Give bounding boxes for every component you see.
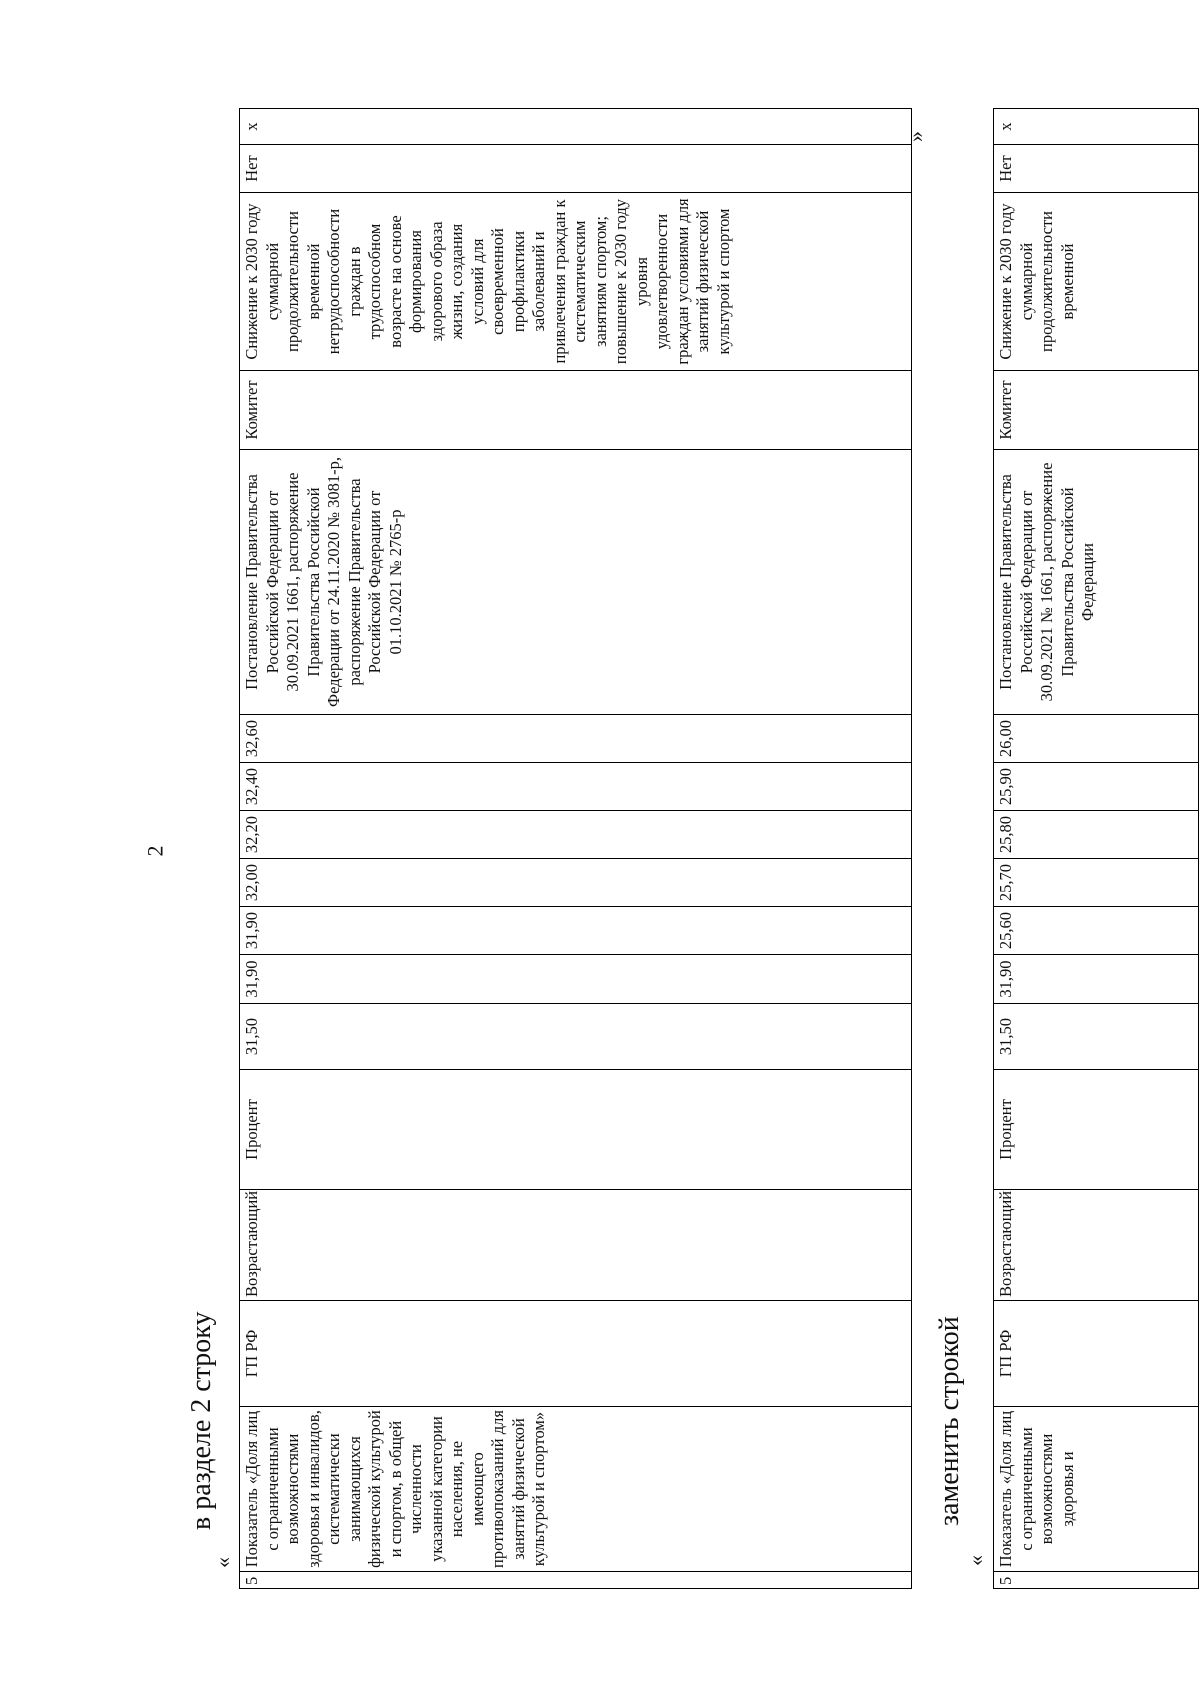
row-number-cell: 5 (240, 1572, 912, 1589)
documents-cell: Постановление Правительства Российской Федерации от 30.09.2021 1661, распоряжение Правительства Российской Федерации от 24.11.2020 № 3081-р, распоряжение Правительства Российской Федерации от 01.10.2021 № 2765-р (240, 450, 912, 715)
program-cell: ГП РФ (994, 1301, 1199, 1407)
replace-heading: заменить строкой (934, 1316, 965, 1526)
value-cell: 26,00 (994, 715, 1199, 763)
table-row (994, 109, 1199, 1589)
indicator-cell: Показатель «Доля лиц с ограниченными возможностями здоровья и инвалидов, систематически занимающихся физической культурой и спортом, в общей численности указанной категории населения, не имеющего противопоказаний для занятий физической культурой и спортом» (240, 1407, 912, 1572)
mark-cell: х (994, 109, 1199, 145)
table-row (240, 109, 912, 1589)
goal-cell: Снижение к 2030 году суммарной продолжительности временной нетрудоспособности граждан в трудоспособном возрасте на основе формирования здорового образа жизни, создания условий для своевременной профилактики заболеваний и привлечения граждан к систематическим занятиям спортом; повышение к 2030 году уровня удовлетворенности граждан условиями для занятий физической культурой и спортом (240, 193, 912, 371)
value-cell: 31,90 (240, 955, 912, 1004)
value-cell: 25,90 (994, 763, 1199, 811)
unit-cell: Процент (240, 1070, 912, 1190)
documents-cell: Постановление Правительства Российской Федерации от 30.09.2021 № 1661, распоряжение Правительства Российской Федерации (994, 450, 1199, 715)
goal-cell: Снижение к 2030 году суммарной продолжительности временной (994, 193, 1199, 371)
responsible-cell: Комитет (240, 371, 912, 450)
direction-cell: Возрастающий (994, 1190, 1199, 1301)
unit-cell: Процент (994, 1070, 1199, 1190)
responsible-cell: Комитет (994, 371, 1199, 450)
value-cell: 32,40 (240, 763, 912, 811)
value-cell: 25,80 (994, 811, 1199, 859)
value-cell: 25,60 (994, 907, 1199, 955)
value-cell: 32,00 (240, 859, 912, 907)
new-row-table (993, 122, 1109, 1589)
indicator-cell: Показатель «Доля лиц с ограниченными возможностями здоровья и (994, 1407, 1199, 1572)
row-number-cell: 5 (994, 1572, 1199, 1589)
value-cell: 31,90 (240, 907, 912, 955)
flag-cell: Нет (240, 145, 912, 193)
close-quote: » (903, 131, 928, 142)
section-heading: в разделе 2 строку (186, 1311, 217, 1530)
value-cell: 32,20 (240, 811, 912, 859)
value-cell: 32,60 (240, 715, 912, 763)
old-row-table (239, 122, 911, 1589)
open-quote-2: « (963, 1555, 988, 1566)
value-cell: 25,70 (994, 859, 1199, 907)
open-quote-1: « (210, 1557, 235, 1568)
value-cell: 31,50 (240, 1004, 912, 1070)
flag-cell: Нет (994, 145, 1199, 193)
page-number: 2 (142, 845, 168, 857)
value-cell: 31,50 (994, 1004, 1199, 1070)
mark-cell: х (240, 109, 912, 145)
direction-cell: Возрастающий (240, 1190, 912, 1301)
program-cell: ГП РФ (240, 1301, 912, 1407)
value-cell: 31,90 (994, 955, 1199, 1004)
